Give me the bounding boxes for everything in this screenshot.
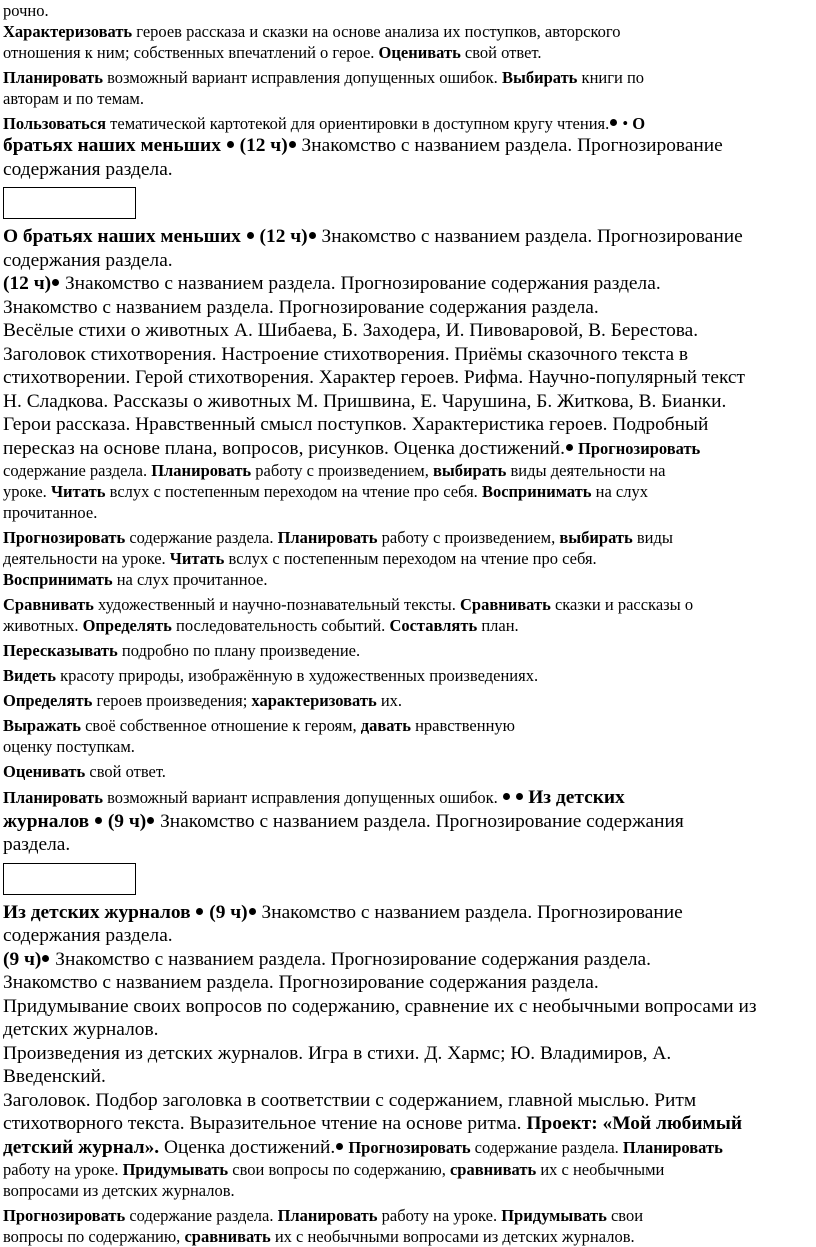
text-line [3,736,813,757]
text-run: нравственную [410,716,515,735]
bold-run: давать [360,716,411,735]
bullet-icon [309,232,316,239]
bold-run: Планировать [277,1206,378,1225]
bold-run: Сравнивать [460,595,551,614]
bold-run: Определять [3,691,93,710]
bold-run: (12 ч) [234,135,288,156]
bold-run: (9 ч) [3,948,42,970]
text-run: содержания раздела. [3,249,173,271]
text-run: Знакомство с названием раздела. Прогнозирование содержания раздела. [3,296,599,318]
text-run: свой ответ. [85,762,166,781]
bold-run: характеризовать [251,691,377,710]
text-line [3,42,813,63]
text-line [3,786,813,810]
text-run: Знакомство с названием раздела. Прогнозирование содержания раздела. [50,948,651,970]
text-line [3,1065,813,1089]
text-line [3,1205,813,1226]
text-line [3,249,813,273]
text-line [3,413,813,437]
text-run: деятельности на уроке. [3,549,170,568]
text-run: виды [632,528,673,547]
text-line [3,665,813,686]
text-run: Весёлые стихи о животных А. Шибаева, Б. Заходера, И. Пивоваровой, В. Берестова. [3,320,699,341]
text-run: свой ответ. [460,43,542,62]
text-run: Знакомство с названием раздела. Прогнозирование [316,226,743,247]
document-page [3,0,813,1247]
text-line [3,225,813,249]
bold-run: детский журнал». [3,1136,160,1158]
bold-run: Прогнозировать [573,438,701,458]
text-line [3,810,813,834]
bold-run: Читать [50,482,106,501]
bold-run: Придумывать [501,1206,607,1225]
text-run: книги по [577,68,645,87]
text-line [3,1018,813,1042]
text-run: героев рассказа и сказки на основе анализа их поступков, авторского [132,22,621,41]
text-run: отношения к ним; собственных впечатлений о герое. [3,43,379,62]
text-run: их с необычными [536,1160,665,1179]
text-run: их. [376,691,403,710]
text-run: Герои рассказа. Нравственный смысл поступков. Характеристика героев. Подробный [3,414,709,435]
text-run: содержания раздела. [3,158,173,180]
text-run: животных. [3,616,83,635]
text-line [3,0,813,21]
bullet-icon [516,793,523,800]
bold-run: Планировать [151,461,252,480]
bold-run: Читать [169,549,225,568]
bold-run: журналов [3,810,94,832]
text-line [3,502,813,523]
text-line [3,113,813,134]
bold-run: Пользоваться [3,114,107,133]
text-line [3,21,813,42]
text-run: Знакомство с названием раздела. Прогнозирование содержания раздела. [60,273,661,294]
text-line [3,901,813,925]
text-run: уроке. [3,482,51,501]
text-line [3,134,813,158]
bold-run: Из детских [528,787,625,808]
text-run: Н. Сладкова. Рассказы о животных М. Пришвина, Е. Чарушина, Б. Житкова, В. Бианки. [3,390,727,412]
text-run: своё собственное отношение к героям, [80,716,361,735]
text-run: Оценка достижений. [159,1136,336,1158]
text-line [3,971,813,995]
text-run [511,788,515,807]
text-run: авторам и по темам. [3,89,144,108]
text-line [3,995,813,1019]
text-line [3,1226,813,1247]
bold-run: Прогнозировать [3,1206,126,1225]
text-line [3,833,813,857]
text-line [3,948,813,972]
bullet-icon [42,955,49,962]
text-run: содержание раздела. [125,1206,278,1225]
text-run: прочитанное. [3,503,98,522]
text-run: вслух с постепенным переходом на чтение про себя. [224,549,597,568]
text-run: Заголовок стихотворения. Настроение стихотворения. Приёмы сказочного текста в [3,343,689,365]
bold-run: Из детских журналов [3,901,196,923]
text-line [3,437,813,461]
text-line [3,1159,813,1180]
empty-table-cell [3,187,136,219]
text-line [3,690,813,711]
bullet-icon [289,141,296,148]
bold-run: Оценивать [378,43,461,62]
bold-run: О братьях наших меньших [3,226,246,247]
text-run: раздела. [3,834,71,855]
text-run: стихотворного текста. Выразительное чтение на основе ритма. [3,1113,527,1134]
text-run: содержание раздела. [125,528,278,547]
bold-run: Видеть [3,666,57,685]
text-run: оценку поступкам. [3,737,135,756]
text-run: последовательность событий. [171,616,390,635]
text-line [3,1180,813,1201]
text-line [3,1089,813,1113]
bold-run: Планировать [277,528,378,547]
bold-run: братьях наших меньших [3,135,226,156]
text-line [3,390,813,414]
text-line [3,548,813,569]
bold-run: Пересказывать [3,641,118,660]
text-run: работу с произведением, [377,528,560,547]
text-run: стихотворении. Герой стихотворения. Характер героев. Рифма. Научно-популярный текст [3,367,746,388]
text-run: виды деятельности на [506,461,666,480]
bold-run: Характеризовать [3,22,133,41]
text-run: содержание раздела. [3,461,152,480]
text-line [3,460,813,481]
text-line [3,761,813,782]
text-run: на слух прочитанное. [112,570,268,589]
bold-run: Прогнозировать [344,1137,471,1157]
bold-run: Планировать [3,788,103,807]
text-run: вслух с постепенным переходом на чтение про себя. [105,482,482,501]
empty-table-cell [3,863,136,895]
bold-run: Проект: «Мой любимый [526,1113,743,1134]
text-run: художественный и научно-познавательный тексты. [93,595,460,614]
bullet-icon [566,444,573,451]
text-run: подробно по плану произведение. [117,641,361,660]
text-run: вопросы по содержанию, [3,1227,185,1246]
text-run: Введенский. [3,1066,106,1087]
text-line [3,1136,813,1160]
bold-run: Планировать [3,68,103,87]
text-run: красоту природы, изображённую в художественных произведениях. [56,666,539,685]
text-run: сказки и рассказы о [550,595,694,614]
bullet-icon [610,119,617,126]
text-run: тематической картотекой для ориентировки в доступном кругу чтения. [106,114,610,133]
text-line [3,343,813,367]
text-run: Придумывание своих вопросов по содержанию, сравнение их с необычными вопросами из [3,995,757,1017]
text-line [3,67,813,88]
text-run: Произведения из детских журналов. Игра в стихи. Д. Хармс; Ю. Владимиров, А. [3,1042,672,1064]
bullet-icon [249,908,256,915]
bold-run: сравнивать [449,1160,537,1179]
text-run: работу с произведением, [251,461,433,480]
text-run: пересказ на основе плана, вопросов, рисунков. Оценка достижений. [3,437,565,459]
text-run: содержание раздела. [470,1137,623,1157]
text-run: план. [477,616,519,635]
bold-run: Прогнозировать [3,528,126,547]
text-run: героев произведения; [92,691,252,710]
bullet-icon [336,1143,343,1150]
bold-run: выбирать [559,528,633,547]
text-line [3,158,813,182]
text-line [3,924,813,948]
bold-run: О [632,114,646,133]
text-run: Знакомство с названием раздела. Прогнозирование содержания [155,810,684,832]
bullet-icon [52,279,59,286]
text-line [3,88,813,109]
text-run: возможный вариант исправления допущенных ошибок. [102,788,502,807]
bold-run: сравнивать [184,1227,271,1246]
text-line [3,366,813,390]
bold-run: Составлять [389,616,478,635]
bold-run: Планировать [622,1137,723,1157]
bold-run: Выбирать [501,68,578,87]
text-run: работу на уроке. [377,1206,502,1225]
bold-run: (9 ч) [103,810,147,832]
bold-run: Воспринимать [481,482,592,501]
text-run: свои [606,1206,644,1225]
text-line [3,296,813,320]
text-line [3,615,813,636]
text-run: свои вопросы по содержанию, [228,1160,450,1179]
text-run: детских журналов. [3,1019,159,1040]
text-run: рочно. [3,1,49,20]
text-run: Знакомство с названием раздела. Прогнозирование [296,135,723,156]
bullet-icon [147,817,154,824]
text-run: содержания раздела. [3,925,173,946]
text-run: Знакомство с названием раздела. Прогнозирование [256,901,683,923]
bullet-icon [503,793,510,800]
text-line [3,594,813,615]
bullet-icon [95,817,102,824]
bullet-icon [227,141,234,148]
text-line [3,481,813,502]
text-line [3,1112,813,1136]
bold-run: Сравнивать [3,595,94,614]
bold-run: Воспринимать [3,570,113,589]
text-line [3,272,813,296]
text-run: на слух [591,482,648,501]
text-run: Заголовок. Подбор заголовка в соответствии с содержанием, главной мыслью. Ритм [3,1089,697,1111]
text-run: их с необычными вопросами из детских журналов. [270,1227,635,1246]
text-line [3,319,813,343]
text-run: вопросами из детских журналов. [3,1181,235,1200]
bullet-icon [247,232,254,239]
bold-run: Определять [82,616,172,635]
bold-run: Оценивать [3,762,86,781]
bullet-icon [196,908,203,915]
text-line [3,569,813,590]
text-run: • [618,114,633,133]
text-run: Знакомство с названием раздела. Прогнозирование содержания раздела. [3,972,599,993]
bold-run: (12 ч) [254,226,308,247]
text-line [3,527,813,548]
bold-run: Выражать [3,716,81,735]
bold-run: (9 ч) [204,901,248,923]
text-line [3,1042,813,1066]
text-line [3,715,813,736]
text-line [3,640,813,661]
bold-run: (12 ч) [3,273,52,294]
bold-run: выбирать [432,461,507,480]
text-run: работу на уроке. [3,1160,123,1179]
bold-run: Придумывать [122,1160,229,1179]
text-run: возможный вариант исправления допущенных ошибок. [102,68,502,87]
